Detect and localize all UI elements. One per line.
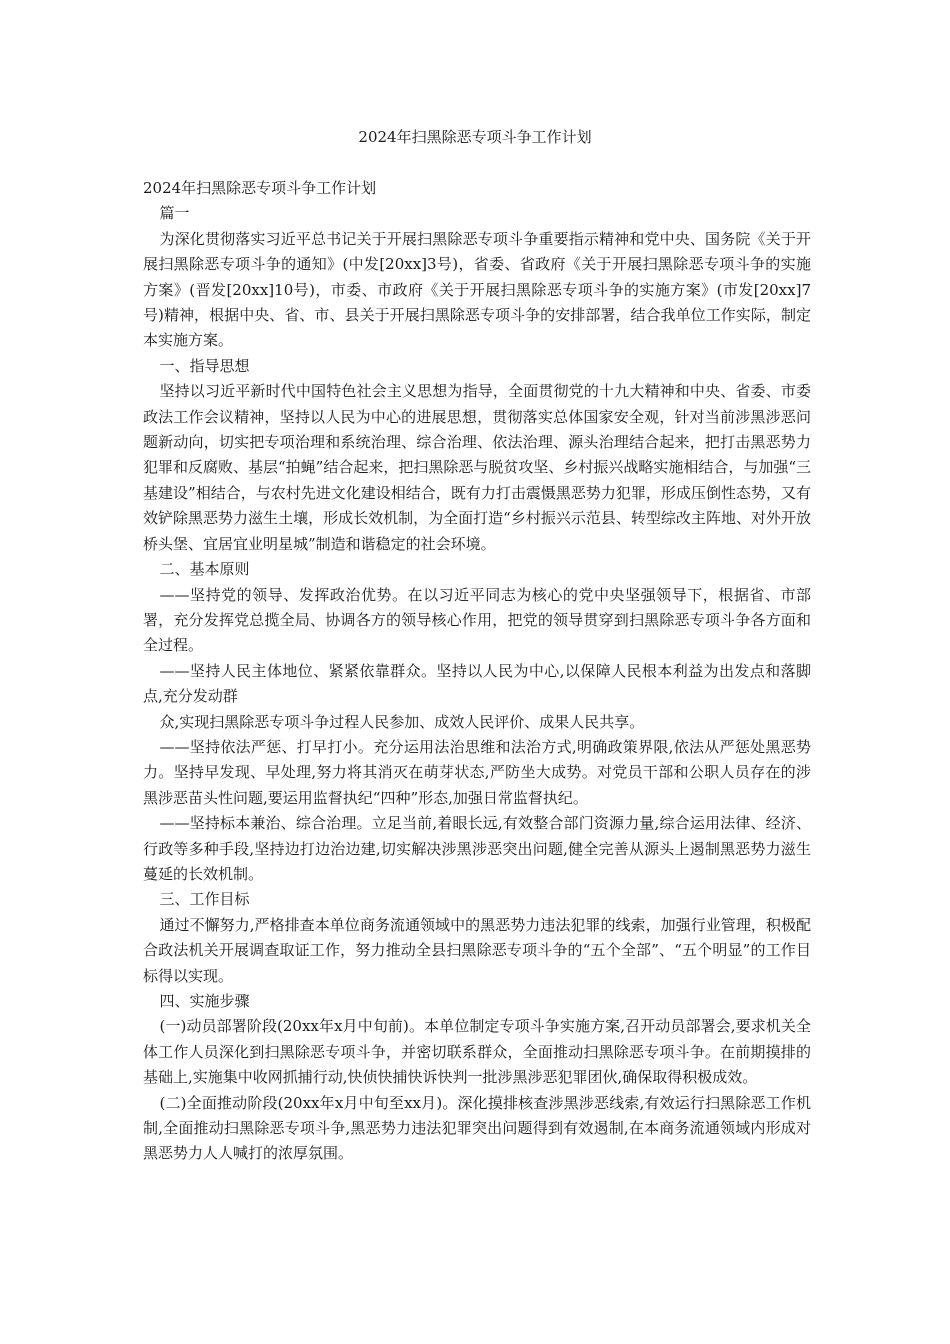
paragraph: ——坚持人民主体地位、紧紧依靠群众。坚持以人民为中心,以保障人民根本利益为出发点和落脚点,充分发动群 [143,661,811,706]
paragraph: 三、工作目标 [159,890,250,909]
paragraph: 为深化贯彻落实习近平总书记关于开展扫黑除恶专项斗争重要指示精神和党中央、国务院《关于开展扫黑除恶专项斗争的通知》(中发[20xx]3号)，省委、省政府《关于开展扫黑除恶专项斗争的实施方案》(晋发[20xx]10号)，市委、市政府《关于开展扫黑除恶专项斗争的实施方案》(市发[20xx]7号)精神，根据中央、省、市、县关于开展扫黑除恶专项斗争的安排部署，结合我单位工作实际，制定本实施方案。 [143,229,811,350]
paragraph: 2024年扫黑除恶专项斗争工作计划 [143,179,377,197]
paragraph: ——坚持党的领导、发挥政治优势。在以习近平同志为核心的党中央坚强领导下，根据省、市部署，充分发挥党总揽全局、协调各方的领导核心作用，把党的领导贯穿到扫黑除恶专项斗争各方面和全过程。 [143,585,811,655]
document-body [143,176,811,1167]
paragraph: 坚持以习近平新时代中国特色社会主义思想为指导，全面贯彻党的十九大精神和中央、省委、市委政法工作会议精神，坚持以人民为中心的进展思想，贯彻落实总体国家安全观，针对当前涉黑涉恶问题新动向，切实把专项治理和系统治理、综合治理、依法治理、源头治理结合起来，把打击黑恶势力犯罪和反腐败、基层“拍蝇”结合起来，把扫黑除恶与脱贫攻坚、乡村振兴战略实施相结合，与加强“三基建设”相结合，与农村先进文化建设相结合，既有力打击震慑黑恶势力犯罪，形成压倒性态势，又有效铲除黑恶势力滋生土壤，形成长效机制，为全面打造“乡村振兴示范县、转型综改主阵地、对外开放桥头堡、宜居宜业明星城”制造和谐稳定的社会环境。 [143,382,812,553]
paragraph: 四、实施步骤 [159,992,250,1010]
paragraph: 众,实现扫黑除恶专项斗争过程人民参加、成效人民评价、成果人民共享。 [159,712,645,731]
paragraph: 二、基本原则 [159,560,250,579]
document-title: 2024年扫黑除恶专项斗争工作计划 [358,128,592,146]
paragraph: 通过不懈努力,严格排查本单位商务流通领域中的黑恶势力违法犯罪的线索，加强行业管理，积极配合政法机关开展调查取证工作，努力推动全县扫黑除恶专项斗争的“五个全部”、“五个明显”的工作目标得以实现。 [143,915,811,985]
paragraph: ——坚持标本兼治、综合治理。立足当前,着眼长远,有效整合部门资源力量,综合运用法律、经济、行政等多种手段,坚持边打边治边建,切实解决涉黑涉恶突出问题,健全完善从源头上遏制黑恶势力滋生蔓延的长效机制。 [143,814,811,883]
paragraph: 篇一 [159,204,190,223]
paragraph: 一、指导思想 [159,356,250,375]
paragraph: (二)全面推动阶段(20xx年x月中旬至xx月)。深化摸排核查涉黑涉恶线索,有效运行扫黑除恶工作机制,全面推动扫黑除恶专项斗争,黑恶势力违法犯罪突出问题得到有效遏制,在本商务流通领域内形成对黑恶势力人人喊打的浓厚氛围。 [143,1093,811,1163]
paragraph: (一)动员部署阶段(20xx年x月中旬前)。本单位制定专项斗争实施方案,召开动员部署会,要求机关全体工作人员深化到扫黑除恶专项斗争，并密切联系群众，全面推动扫黑除恶专项斗争。在前期摸排的基础上,实施集中收网抓捕行动,快侦快捕快诉快判一批涉黑涉恶犯罪团伙,确保取得积极成效。 [143,1017,811,1087]
paragraph: ——坚持依法严惩、打早打小。充分运用法治思维和法治方式,明确政策界限,依法从严惩处黑恶势力。坚持早发现、早处理,努力将其消灭在萌芽状态,严防坐大成势。对党员干部和公职人员存在的涉黑涉恶苗头性问题,要运用监督执纪“四种”形态,加强日常监督执纪。 [143,737,811,807]
